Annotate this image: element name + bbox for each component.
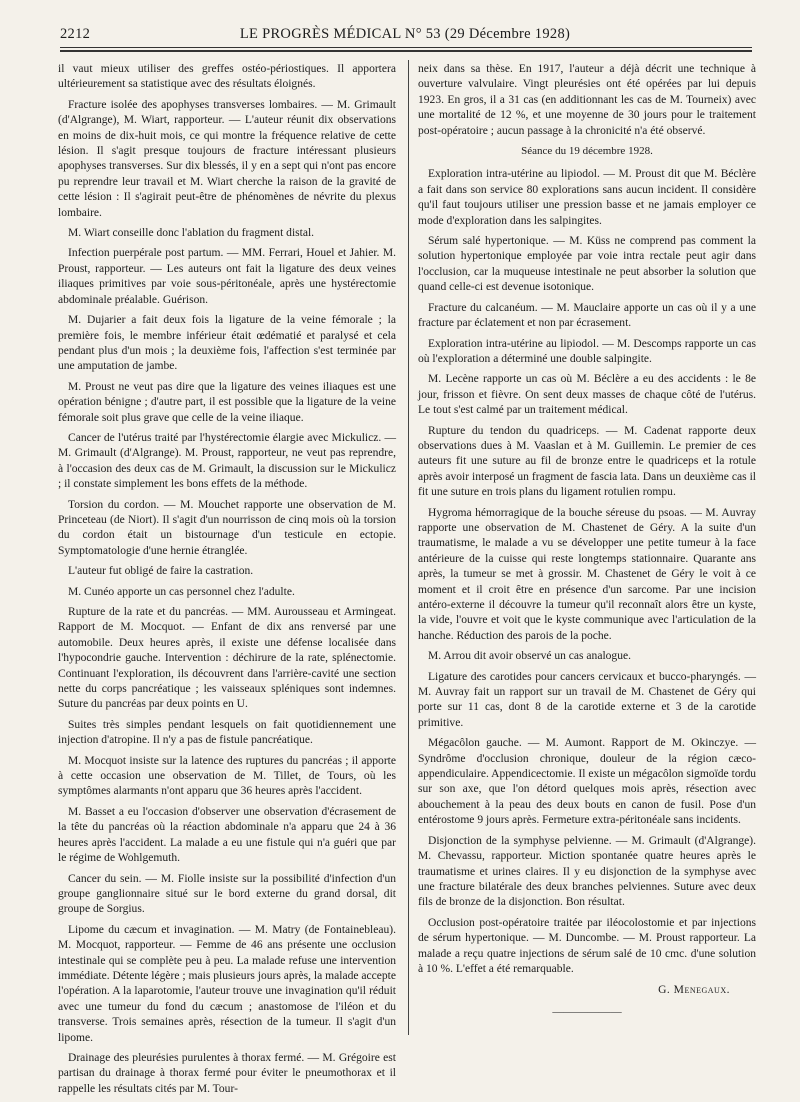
- paragraph: M. Arrou dit avoir observé un cas analogue.: [428, 650, 631, 663]
- section-paragraph: Exploration intra-utérine au lipiodol. — M. Descomps rapporte un cas où l'exploration a déterminé une double salpingite.: [418, 337, 756, 365]
- paragraph: L'auteur fut obligé de faire la castration.: [68, 565, 254, 578]
- section-paragraph: Cancer de l'utérus traité par l'hystérectomie élargie avec Mickulicz. — M. Grimault (d'Algrange). M. Proust, rapporteur, ne veut pas reprendre, à l'occasion des deux cas de M. Grimault, la discussion sur le Mickulicz ; il constate simplement les bons effets de la méthode.: [58, 431, 396, 491]
- paragraph: M. Proust ne veut pas dire que la ligature des veines iliaques est une opération bénigne ; d'autre part, il est possible que la ligature de la veine fémorale soit plus grave que celle de la veine iliaque.: [58, 380, 396, 424]
- paragraph: M. Wiart conseille donc l'ablation du fragment distal.: [68, 227, 315, 240]
- section-paragraph: Fracture isolée des apophyses transverses lombaires. — M. Grimault (d'Algrange), M. Wiart, rapporteur. — L'auteur réunit dix observations en moins de dix-huit mois, ce qui montre la fréquence relative de cette lésion. Il s'agit presque toujours de fracture intéressant plusieurs apophyses transverses. Sur dix blessés, il y en a sept qui n'ont pas encore pu reprendre leur travail et M. Wiart cherche la raison de la gravité de cette lésion : Il s'agirait peut-être de phénomènes de névrite du plexus lombaire.: [58, 98, 396, 219]
- section-paragraph: Infection puerpérale post partum. — MM. Ferrari, Houel et Jahier. M. Proust, rapporteur. — Les auteurs ont fait la ligature des deux veines iliaques primitives par voie sous-péritonéale, après une hystérectomie abdominale préalable. Guérison.: [58, 247, 396, 306]
- section-paragraph: Sérum salé hypertonique. — M. Küss ne comprend pas comment la solution hypertonique employée par voie intra rectale peut agir dans l'occlusion, car la muqueuse intestinale ne peut absorber la solution que quand celle-ci est devenue isotonique.: [418, 235, 756, 294]
- section-paragraph: Hygroma hémorragique de la bouche séreuse du psoas. — M. Auvray rapporte une observation de M. Chastenet de Géry. A la suite d'un traumatisme, le malade a vu se développer une petite tumeur à la face antérieure de la cuisse qui reste longtemps stationnaire. Quarante ans après, la tumeur se met à grossir. M. Chastenet de Géry le voit à ce moment et il croit être en présence d'un sarcome. Par une incision antéro-externe il découvre la tumeur qu'il reconnaît alors être un kyste, la vide, l'ouvre et voit que le kyste communique avec l'articulation de la hanche. Réduction des parois de la poche.: [418, 506, 756, 642]
- section-paragraph: Torsion du cordon. — M. Mouchet rapporte une observation de M. Princeteau (de Niort). Il s'agit d'un nourrisson de cinq mois où la torsion du cordon était un bistournage d'un testicule en ectopie. Symptomatologie d'une hernie étranglée.: [58, 498, 396, 557]
- section-paragraph: Rupture de la rate et du pancréas. — MM. Aurousseau et Armingeat. Rapport de M. Mocquot. — Enfant de dix ans renversé par une automobile. Deux heures après, il existe une défense localisée dans l'hypocondrie gauche. Intervention : déchirure de la rate, splénectomie. Continuant l'exploration, ils découvrent dans l'arrière-cavité une section nette du corps pancréatique ; les vaisseaux spléniques sont indemnes. Suture du pancréas par deux points en U.: [58, 606, 396, 711]
- paragraph: M. Dujarier a fait deux fois la ligature de la veine fémorale ; la première fois, le membre inférieur était œdématié et paralysé et cela pendant plus d'un mois ; la deuxième fois, l'affection s'est terminée par une amputation de jambe.: [58, 314, 396, 373]
- section-paragraph: Ligature des carotides pour cancers cervicaux et bucco-pharyngés. — M. Auvray fait un rapport sur un travail de M. Chastenet de Géry qui porte sur 11 cas, dont 8 de la carotide externe et 3 de la carotide primitive.: [418, 670, 756, 729]
- section-paragraph: Fracture du calcanéum. — M. Mauclaire apporte un cas où il y a une fracture par éclatement et non par écrasement.: [418, 301, 756, 330]
- section-paragraph: Cancer du sein. — M. Fiolle insiste sur la possibilité d'infection d'un groupe ganglionnaire situé sur le bord externe du grand dorsal, dit groupe de Sorgius.: [58, 872, 396, 916]
- running-header: [60, 26, 750, 48]
- column-divider: [408, 60, 409, 1035]
- section-paragraph: Disjonction de la symphyse pelvienne. — M. Grimault (d'Algrange). M. Chevassu, rapporteur. Miction spontanée quatre heures après le traumatisme et urines claires. Il y eu disjonction de la symphyse avec une fracture bilatérale des deux branches pelviennes. Suture avec deux fils de bronze de la disjonction. Bon résultat.: [418, 834, 756, 909]
- section-paragraph: Occlusion post-opératoire traitée par iléocolostomie et par injections de sérum hypertonique. — M. Duncombe. — M. Proust rapporteur. La malade a reçu quatre injections de sérum salé de 10 cmc. d'une solution à 10 %. L'effet a été remarquable.: [418, 916, 756, 975]
- section-paragraph: Exploration intra-utérine au lipiodol. — M. Proust dit que M. Béclère a fait dans son service 80 explorations sans aucun incident. Il considère qu'il faut toujours utiliser une pression basse et ne jamais employer ce mode d'exploration dans les salpingites.: [418, 168, 756, 227]
- page-number: 2212: [60, 26, 91, 42]
- author-signature: G. Menegaux.: [658, 984, 730, 997]
- paragraph: M. Mocquot insiste sur la latence des ruptures du pancréas ; il apporte à cette occasion une observation de M. Tillet, de Tours, où les symptômes alarmants n'ont apparu que 36 heures après l'accident.: [58, 754, 396, 798]
- end-rule: ——————: [552, 1005, 622, 1018]
- section-paragraph: Rupture du tendon du quadriceps. — M. Cadenat rapporte deux observations dues à M. Vaaslan et à M. Guillemin. Le premier de ces auteurs fit une suture au fil de bronze entre le quadriceps et la rotule après avoir interposé un fragment de fascia lata. Dans un deuxième cas il fit une suture en trois plans du ligament rotulien rompu.: [418, 424, 756, 499]
- section-paragraph: Drainage des pleurésies purulentes à thorax fermé. — M. Grégoire est partisan du drainage à thorax fermé pour éviter le pneumothorax et il rappelle les résultats cités par M. Tour-: [58, 1051, 396, 1095]
- session-date-heading: Séance du 19 décembre 1928.: [521, 145, 653, 158]
- paragraph: il vaut mieux utiliser des greffes ostéo-périostiques. Il apportera ultérieurement sa statistique avec des résultats éloignés.: [58, 63, 396, 91]
- journal-title: LE PROGRÈS MÉDICAL N° 53 (29 Décembre 1928): [239, 26, 571, 42]
- left-column: [58, 62, 396, 1102]
- paragraph: M. Lecène rapporte un cas où M. Béclère a eu des accidents : le 8e jour, frisson et fièvre. On sent deux masses de chaque côté de l'utérus. Le tout s'est calmé par un traitement médical.: [418, 373, 756, 417]
- header-rule-thick: [60, 50, 752, 52]
- paragraph: M. Cunéo apporte un cas personnel chez l'adulte.: [68, 585, 295, 598]
- paragraph: Suites très simples pendant lesquels on fait quotidiennement une injection d'atropine. Il n'y a pas de fistule pancréatique.: [58, 718, 396, 747]
- paragraph: M. Basset a eu l'occasion d'observer une observation d'écrasement de la tête du pancréas où la réaction abdominale n'a apparu que 24 à 36 heures après l'accident. La malade a eu une fistule qui n'a guéri que par le régime de Wohlgemuth.: [58, 805, 396, 865]
- section-paragraph: Lipome du cæcum et invagination. — M. Matry (de Fontainebleau). M. Mocquot, rapporteur. — Femme de 46 ans présente une occlusion intestinale qui se complète peu à peu. La malade refuse une intervention immédiate. Détente légère ; mais plusieurs jours après, la malade accepte l'opération. A la laparotomie, l'auteur trouve une invagination qu'il réduit avec une tumeur du fond du cæcum ; anastomose de l'iléon et du transverse. Trois semaines après, résection de la tumeur. Il s'agit d'un lipome.: [58, 923, 396, 1044]
- header-rule: [60, 47, 752, 48]
- section-paragraph: Mégacôlon gauche. — M. Aumont. Rapport de M. Okinczye. — Syndrôme d'occlusion chronique, douleur de la région cæco-appendiculaire. Appendicectomie. Il existe un mégacôlon sigmoïde tordu sur son axe, que l'on détord quelques mois après, résection avec abouchement à la peau des deux bouts en canon de fusil. Pose d'un entérostome 9 jours après. Fermeture extra-péritonéale sans incidents.: [418, 737, 756, 827]
- paragraph: neix dans sa thèse. En 1917, l'auteur a déjà décrit une technique à ouverture valvulaire. Vingt pleurésies ont été opérées par lui depuis 1923. En gros, il a 31 cas (en additionnant les cas de M. Tourneix) avec une mortalité de 12 %, et une moyenne de 30 jours pour le traitement post-opératoire ; aucun passage à la chronicité n'a été observé.: [418, 63, 756, 137]
- right-column: [418, 62, 756, 1020]
